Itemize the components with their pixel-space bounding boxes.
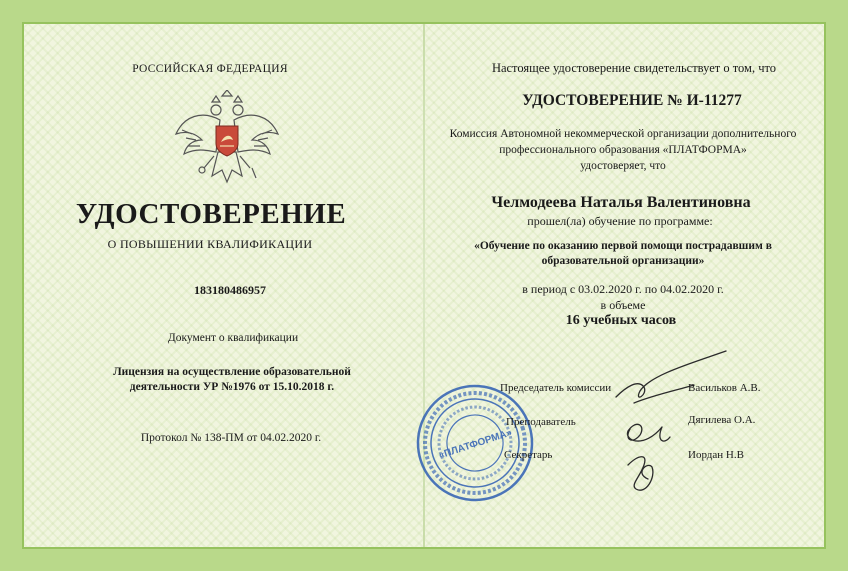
right-page xyxy=(424,0,848,571)
program-title-line-1: «Обучение по оказанию первой помощи пострадавшим в xyxy=(474,240,772,252)
russian-coat-of-arms-icon xyxy=(172,90,282,190)
document-type: Документ о квалификации xyxy=(167,332,299,344)
secretary-name: Иордан Н.В xyxy=(688,449,744,461)
commission-line-3: удостоверяет, что xyxy=(580,160,666,172)
teacher-name: Дягилева О.А. xyxy=(688,414,756,426)
certificate-title: УДОСТОВЕРЕНИЕ xyxy=(75,198,347,230)
completion-text: прошел(ла) обучение по программе: xyxy=(527,214,713,228)
commission-line-2: профессионального образования «ПЛАТФОРМА» xyxy=(499,144,747,156)
protocol-info: Протокол № 138-ПМ от 04.02.2020 г. xyxy=(140,432,322,444)
license-line-2: деятельности УР №1976 от 15.10.2018 г. xyxy=(129,381,335,393)
stamp-center-text: «ПЛАТФОРМА» xyxy=(437,427,514,462)
organization-stamp xyxy=(414,382,536,504)
certificate-number: УДОСТОВЕРЕНИЕ № И-11277 xyxy=(522,92,742,109)
commission-line-1: Комиссия Автономной некоммерческой организации дополнительного xyxy=(449,128,797,140)
training-period: в период с 03.02.2020 г. по 04.02.2020 г. xyxy=(522,282,724,296)
teacher-label: Преподаватель xyxy=(506,416,576,428)
chairman-label: Председатель комиссии xyxy=(500,382,612,394)
country-name: РОССИЙСКАЯ ФЕДЕРАЦИЯ xyxy=(132,63,288,75)
license-line-1: Лицензия на осуществление образовательной xyxy=(113,366,351,378)
holder-full-name: Челмодеева Наталья Валентиновна xyxy=(491,194,751,211)
intro-text: Настоящее удостоверение свидетельствует о том, что xyxy=(491,61,777,75)
registration-number: 183180486957 xyxy=(194,283,266,297)
secretary-label: Секретарь xyxy=(504,449,553,461)
chairman-name: Васильков А.В. xyxy=(688,382,761,394)
training-hours: 16 учебных часов xyxy=(565,313,677,328)
volume-label: в объеме xyxy=(600,298,646,312)
program-title-line-2: образовательной организации» xyxy=(541,255,705,267)
certificate-subtitle: О ПОВЫШЕНИИ КВАЛИФИКАЦИИ xyxy=(107,237,313,251)
